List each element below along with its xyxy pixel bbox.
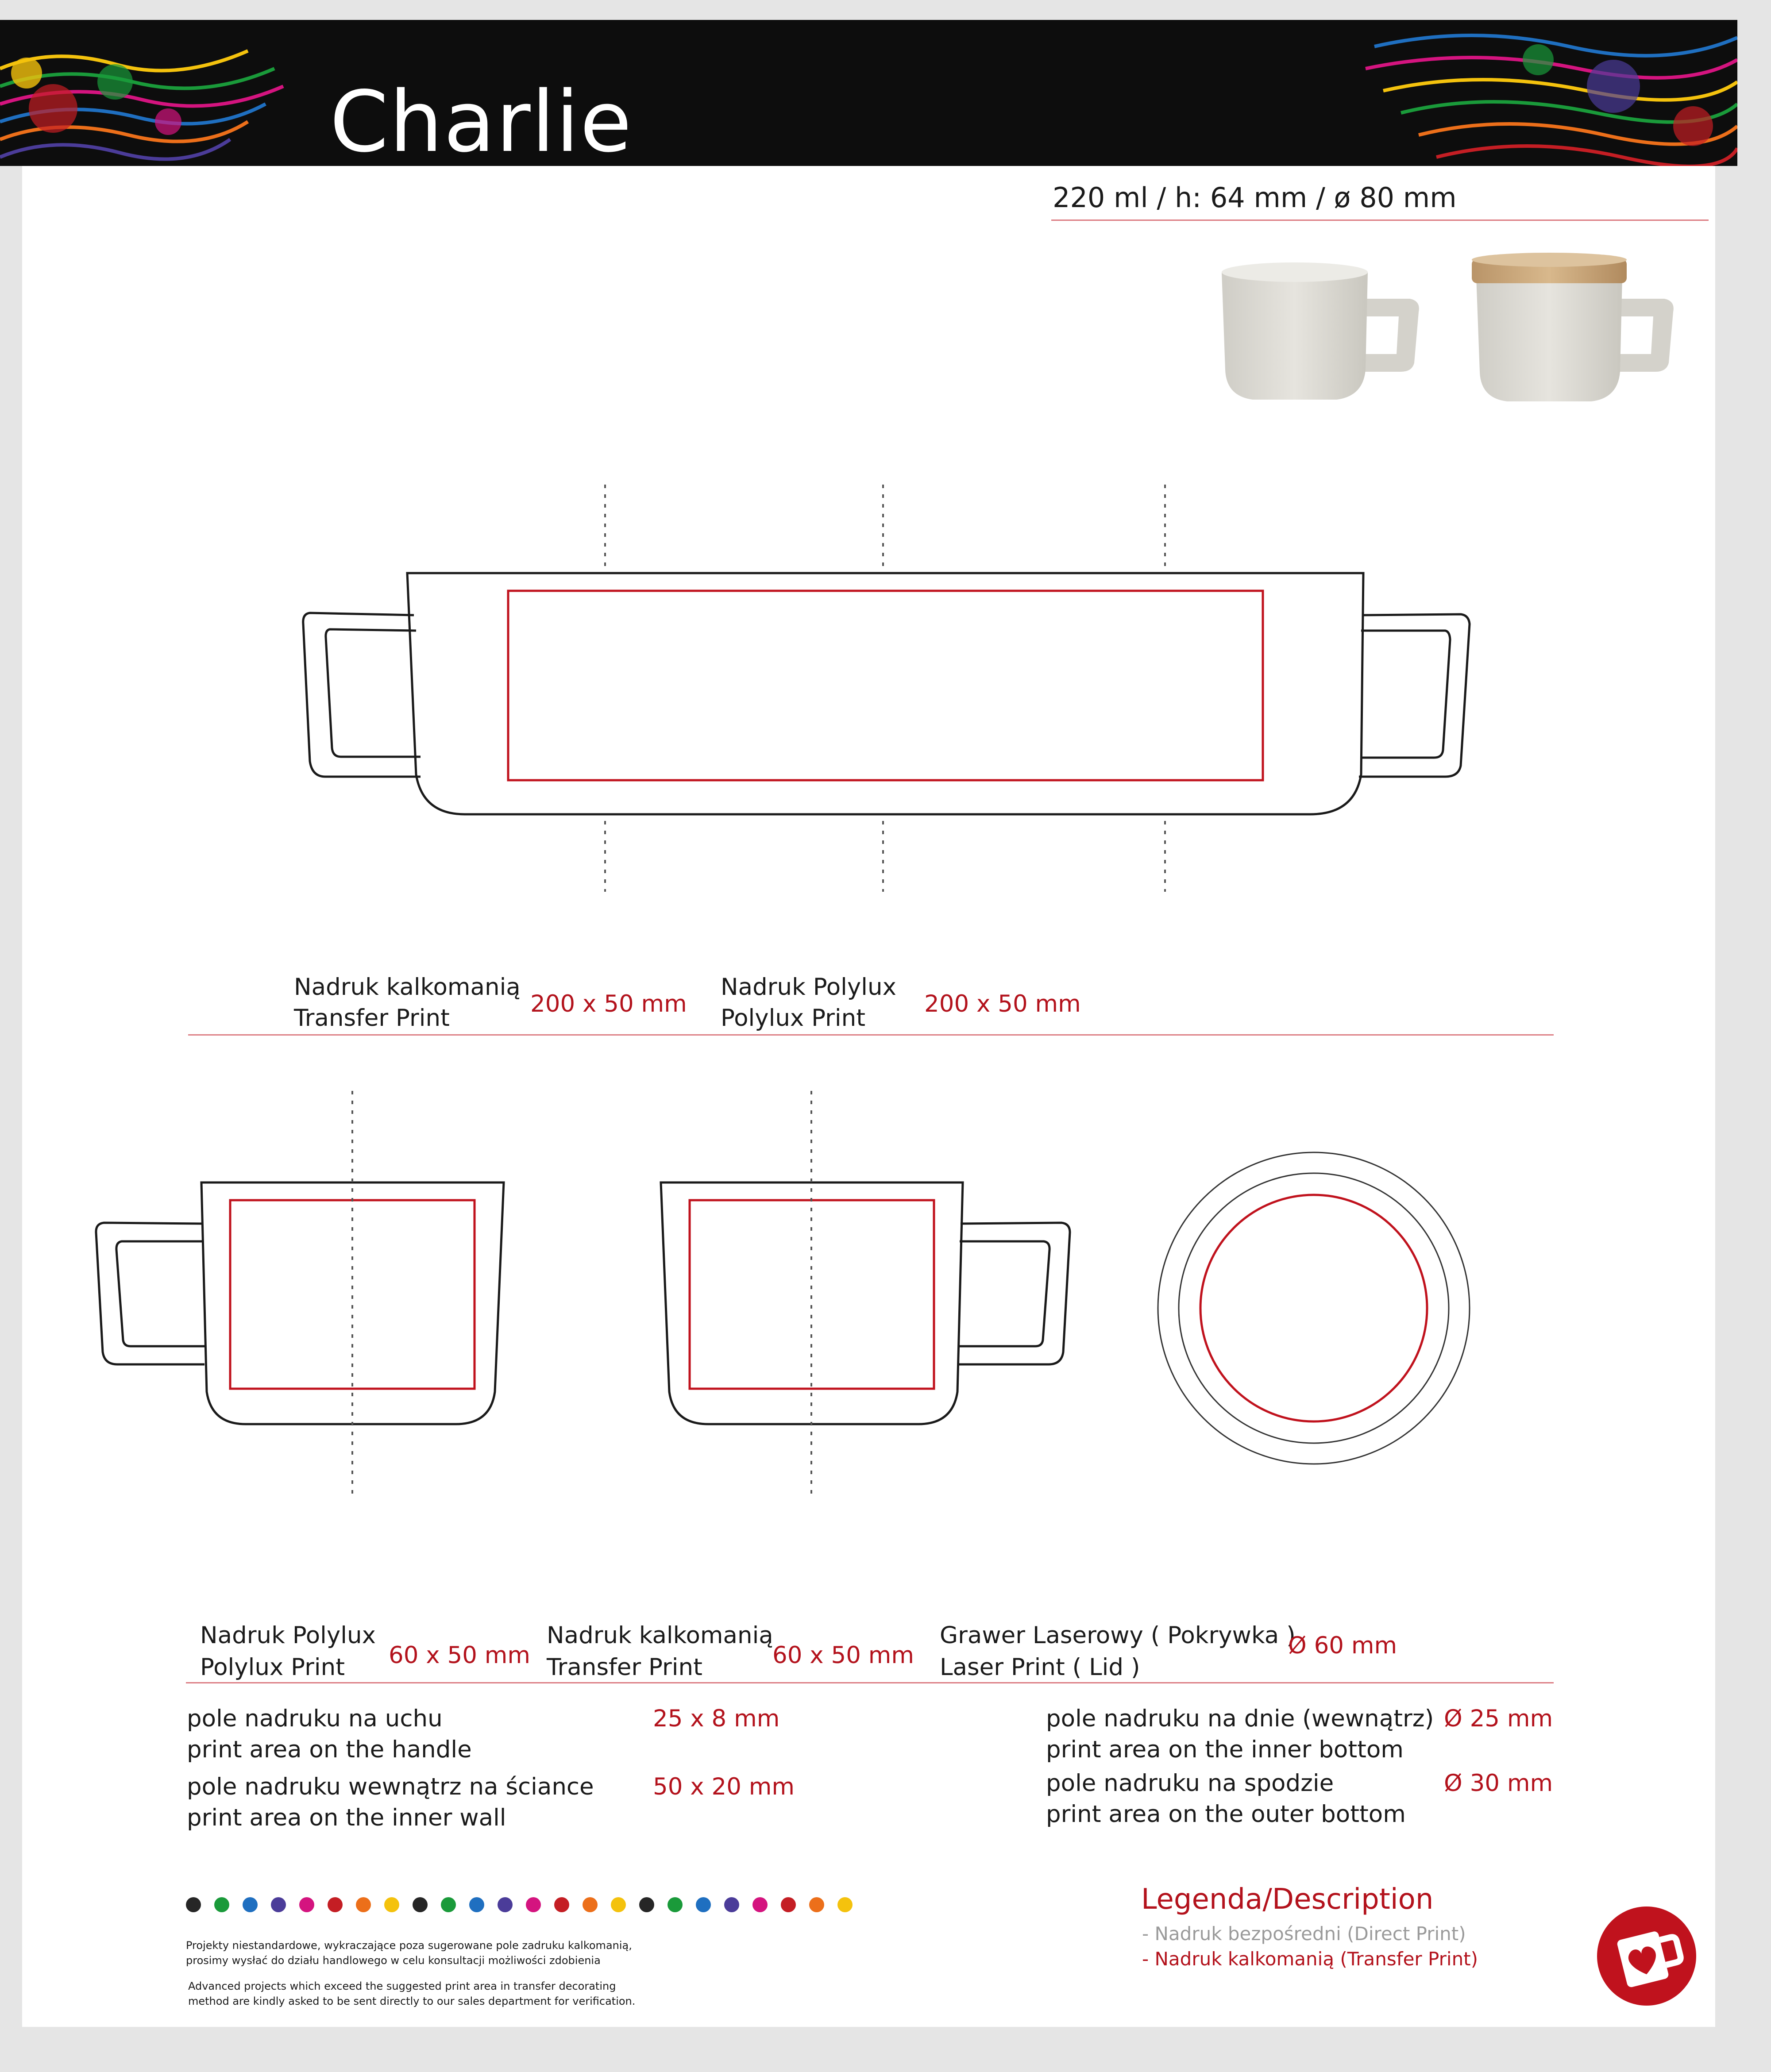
legend-direct-print: - Nadruk bezpośredni (Direct Print) xyxy=(1142,1923,1466,1945)
color-swatch xyxy=(413,1897,428,1912)
lid-engraving-area xyxy=(1200,1195,1427,1421)
side-method-transfer-size: 60 x 50 mm xyxy=(772,1642,914,1669)
side-method-laser-en: Laser Print ( Lid ) xyxy=(940,1654,1140,1681)
handle-area-en: print area on the handle xyxy=(187,1736,472,1763)
color-swatch xyxy=(752,1897,768,1912)
color-swatch xyxy=(384,1897,399,1912)
color-swatch xyxy=(554,1897,569,1912)
side-method-polylux-en: Polylux Print xyxy=(200,1654,345,1681)
color-swatch xyxy=(639,1897,654,1912)
note-en-line2: method are kindly asked to be sent directly to our sales department for verification. xyxy=(188,1995,636,2007)
color-swatch xyxy=(809,1897,824,1912)
inner-wall-area-pl: pole nadruku wewnątrz na ściance xyxy=(187,1773,594,1800)
note-en-line1: Advanced projects which exceed the suggested print area in transfer decorating xyxy=(188,1980,616,1992)
inner-bottom-area-en: print area on the inner bottom xyxy=(1046,1736,1404,1763)
inner-bottom-area-pl: pole nadruku na dnie (wewnątrz) xyxy=(1046,1705,1434,1732)
inner-wall-area-en: print area on the inner wall xyxy=(187,1804,506,1831)
color-swatch xyxy=(696,1897,711,1912)
side-method-polylux-pl: Nadruk Polylux xyxy=(200,1622,376,1649)
legend-title: Legenda/Description xyxy=(1141,1883,1434,1916)
outer-bottom-area-size: Ø 30 mm xyxy=(1444,1770,1553,1797)
color-swatch xyxy=(498,1897,513,1912)
side-method-polylux-size: 60 x 50 mm xyxy=(389,1642,531,1669)
color-swatch xyxy=(243,1897,258,1912)
side-method-laser-pl: Grawer Laserowy ( Pokrywka ) xyxy=(940,1622,1296,1649)
note-pl-line2: prosimy wysłać do działu handlowego w celu konsultacji możliwości zdobienia xyxy=(186,1954,601,1967)
color-swatch xyxy=(583,1897,598,1912)
handle-area-pl: pole nadruku na uchu xyxy=(187,1705,443,1732)
panorama-method-transfer-pl: Nadruk kalkomanią xyxy=(294,974,521,1001)
handle-area-size: 25 x 8 mm xyxy=(653,1705,780,1732)
color-swatch xyxy=(724,1897,739,1912)
panorama-method-polylux-size: 200 x 50 mm xyxy=(924,990,1081,1017)
heart-mug-logo-icon xyxy=(1594,1903,1700,2009)
color-swatch xyxy=(526,1897,541,1912)
color-swatch xyxy=(668,1897,683,1912)
side-methods-divider xyxy=(186,1682,1554,1683)
note-pl-line1: Projekty niestandardowe, wykraczające poza sugerowane pole zadruku kalkomanią, xyxy=(186,1939,632,1952)
panorama-method-transfer-en: Transfer Print xyxy=(294,1005,450,1032)
panorama-method-polylux-en: Polylux Print xyxy=(721,1005,866,1032)
side-method-transfer-en: Transfer Print xyxy=(547,1654,702,1681)
inner-wall-area-size: 50 x 20 mm xyxy=(653,1773,795,1800)
color-swatch xyxy=(469,1897,484,1912)
color-swatch xyxy=(356,1897,371,1912)
product-specs: 220 ml / h: 64 mm / ø 80 mm xyxy=(1053,181,1457,214)
inner-bottom-area-size: Ø 25 mm xyxy=(1444,1705,1553,1732)
color-swatch xyxy=(271,1897,286,1912)
color-swatch xyxy=(441,1897,456,1912)
color-swatch xyxy=(611,1897,626,1912)
panorama-method-transfer-size: 200 x 50 mm xyxy=(530,990,687,1017)
outer-bottom-area-pl: pole nadruku na spodzie xyxy=(1046,1770,1334,1797)
product-title: Charlie xyxy=(330,73,633,166)
color-swatch xyxy=(299,1897,314,1912)
color-swatch xyxy=(781,1897,796,1912)
legend-transfer-print: - Nadruk kalkomanią (Transfer Print) xyxy=(1142,1948,1478,1970)
panorama-method-polylux-pl: Nadruk Polylux xyxy=(721,974,896,1001)
side-method-transfer-pl: Nadruk kalkomanią xyxy=(547,1622,773,1649)
color-swatch xyxy=(837,1897,853,1912)
side-method-laser-size: Ø 60 mm xyxy=(1288,1632,1397,1659)
color-swatch xyxy=(328,1897,343,1912)
color-swatch xyxy=(214,1897,229,1912)
color-swatch xyxy=(186,1897,201,1912)
outer-bottom-area-en: print area on the outer bottom xyxy=(1046,1801,1406,1828)
